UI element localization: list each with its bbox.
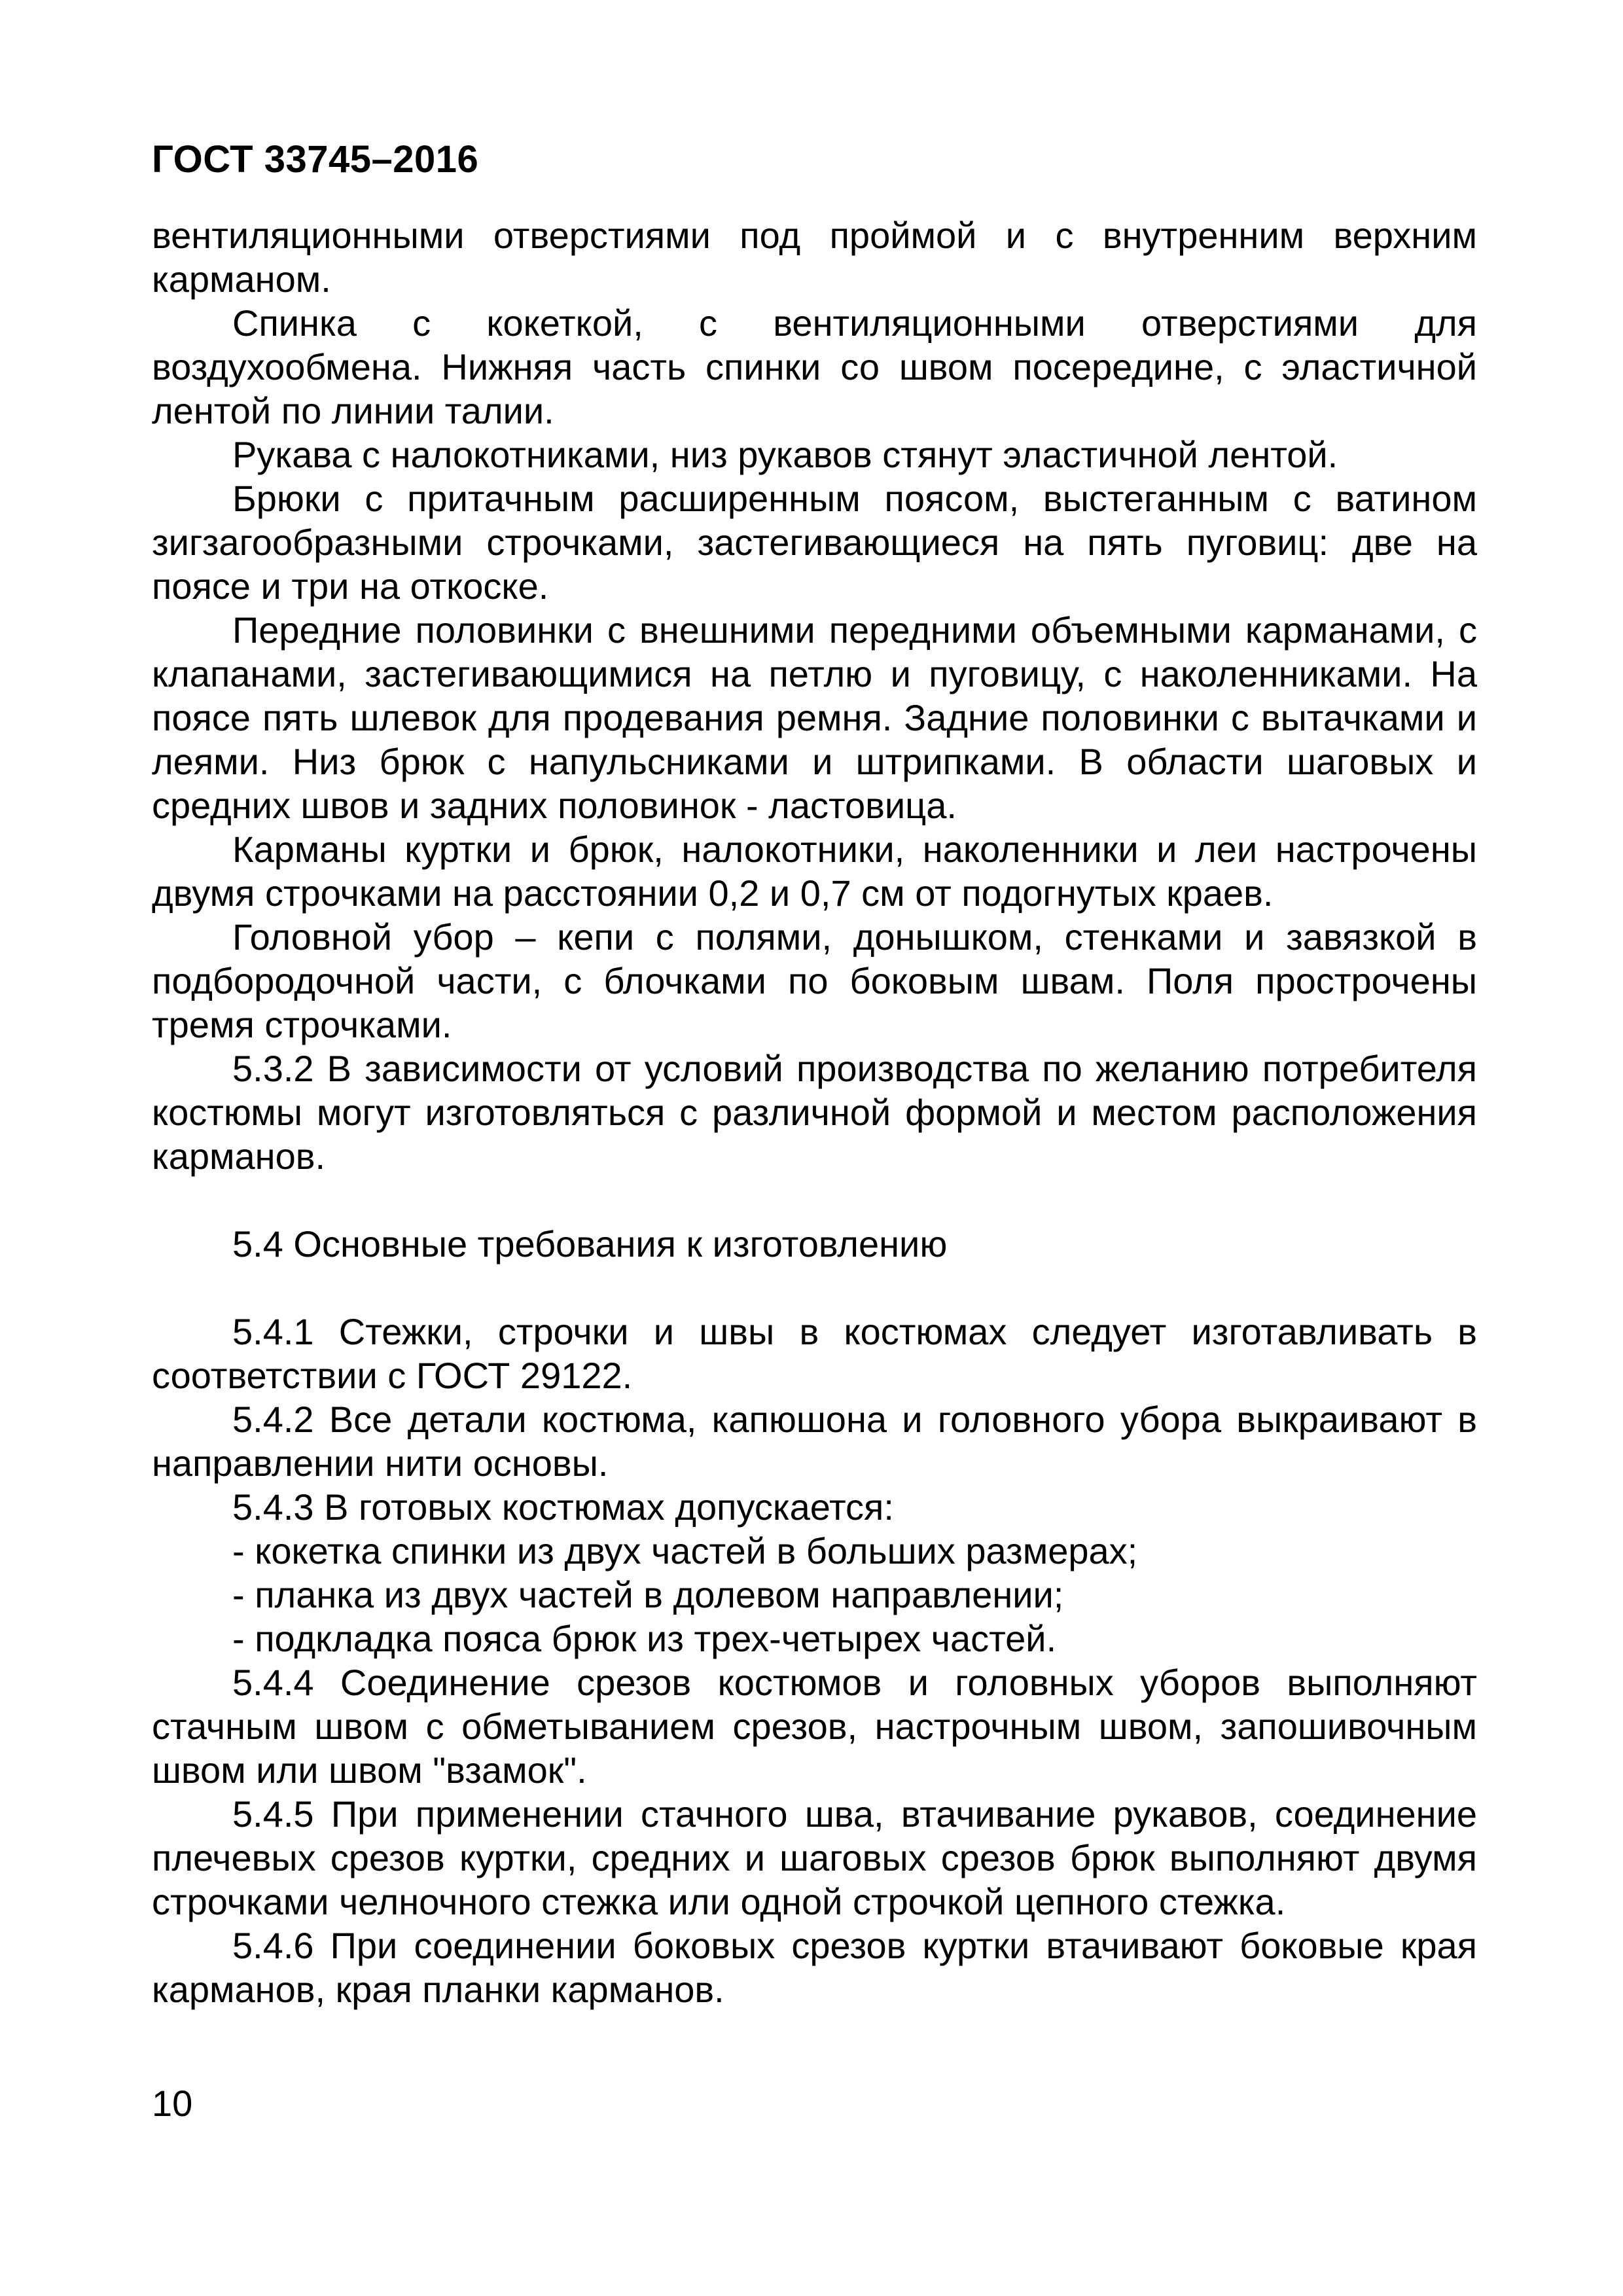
paragraph-5-4-4: 5.4.4 Соединение срезов костюмов и головных уборов выполняют стачным швом с обметыванием срезов, настрочным швом, запошивочным швом или швом "взамок".: [152, 1662, 1477, 1791]
paragraph-pockets: Карманы куртки и брюк, налокотники, наколенники и леи настрочены двумя строчками на расстоянии 0,2 и 0,7 см от подогнутых краев.: [152, 829, 1477, 914]
section-heading-5-4: 5.4 Основные требования к изготовлению: [232, 1223, 948, 1265]
paragraph-front-halves: Передние половинки с внешними передними объемными карманами, с клапанами, застегивающимися на петлю и пуговицу, с наколенниками. На поясе пять шлевок для продевания ремня. Задние половинки с вытачками и леями. Низ брюк с напульсниками и штрипками. В области шаговых и средних швов и задних половинок - ластовица.: [152, 609, 1477, 826]
paragraph-5-4-5: 5.4.5 При применении стачного шва, втачивание рукавов, соединение плечевых срезов куртки, средних и шаговых срезов брюк выполняют двумя строчками челночного стежка или одной строчкой цепного стежка.: [152, 1793, 1477, 1922]
page-number: 10: [152, 2083, 193, 2124]
paragraph-5-4-1: 5.4.1 Стежки, строчки и швы в костюмах следует изготавливать в соответствии с ГОСТ 29122.: [152, 1311, 1477, 1396]
paragraph-back-description: Спинка с кокеткой, с вентиляционными отверстиями для воздухообмена. Нижняя часть спинки со швом посередине, с эластичной лентой по линии талии.: [152, 302, 1477, 431]
paragraph-5-4-3: 5.4.3 В готовых костюмах допускается:: [232, 1486, 894, 1528]
list-item: - планка из двух частей в долевом направлении;: [232, 1574, 1064, 1615]
paragraph-5-4-2: 5.4.2 Все детали костюма, капюшона и головного убора выкраивают в направлении нити основы.: [152, 1399, 1477, 1484]
paragraph-5-3-2: 5.3.2 В зависимости от условий производства по желанию потребителя костюмы могут изготовляться с различной формой и местом расположения карманов.: [152, 1048, 1477, 1177]
paragraph-trousers: Брюки с притачным расширенным поясом, выстеганным с ватином зигзагообразными строчками, застегивающиеся на пять пуговиц: две на поясе и три на откоске.: [152, 478, 1477, 607]
document-header: ГОСТ 33745–2016: [152, 138, 479, 181]
list-item: - подкладка пояса брюк из трех-четырех частей.: [232, 1618, 1057, 1659]
paragraph-sleeves: Рукава с налокотниками, низ рукавов стянут эластичной лентой.: [232, 434, 1338, 475]
paragraph-continuation: вентиляционными отверстиями под проймой и с внутренним верхним карманом.: [152, 215, 1477, 300]
document-body: [152, 213, 1477, 2011]
paragraph-5-4-6: 5.4.6 При соединении боковых срезов куртки втачивают боковые края карманов, края планки карманов.: [152, 1925, 1477, 2010]
list-item: - кокетка спинки из двух частей в больших размерах;: [232, 1530, 1138, 1571]
paragraph-headwear: Головной убор – кепи с полями, донышком, стенками и завязкой в подбородочной части, с блочками по боковым швам. Поля прострочены тремя строчками.: [152, 916, 1477, 1045]
